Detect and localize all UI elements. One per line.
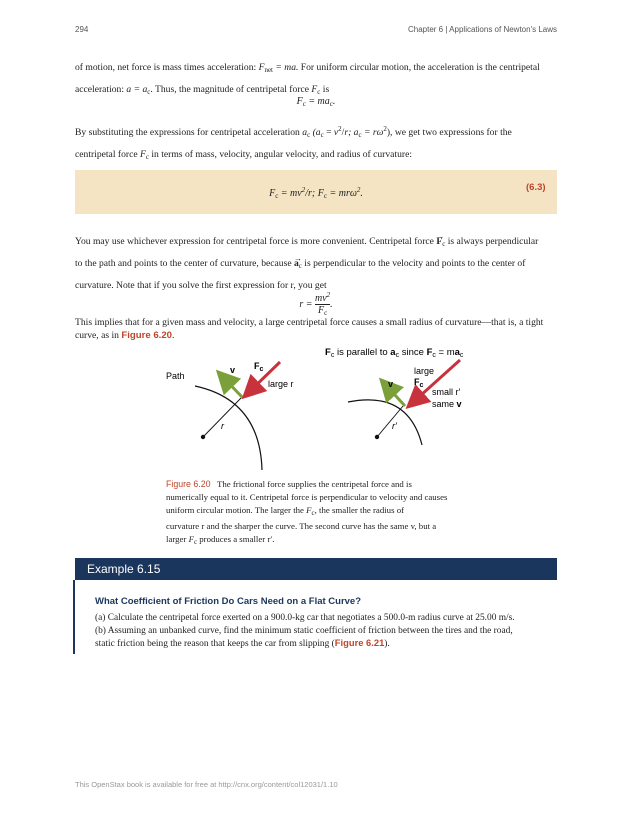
right-curve-path <box>348 400 422 445</box>
equation-radius: r = $\frac{mv^2}{F_c}$ . <box>299 291 333 317</box>
page-number: 294 <box>75 25 89 34</box>
paragraph-2: By substituting the expressions for centripetal acceleration $a_c$ ($a_c = v^2/r$; $a_c = r\omega^2$), we get two expressions for the centripetal force $F_c$ in terms of mass, velocity, angular velocity, and radius of curvature: <box>75 125 512 161</box>
left-radius-line <box>203 398 241 437</box>
left-r-label: r <box>221 421 224 431</box>
right-r-label: r′ <box>392 421 397 431</box>
chapter-title: Chapter 6 | Applications of Newton's Laws <box>407 25 557 34</box>
path-label: Path <box>166 371 185 381</box>
left-F-label: $F_c$ <box>254 361 264 373</box>
figure-6-20-link[interactable]: Figure 6.20 <box>121 330 173 341</box>
right-v-label: v <box>388 379 394 389</box>
left-velocity-arrow <box>220 374 243 398</box>
equation-number: (6.3) <box>526 182 546 193</box>
example-heading: What Coefficient of Friction Do Cars Need on a Flat Curve? <box>95 596 362 607</box>
paragraph-1: of motion, net force is mass times acceleration: $F_{net}$ = ma. For uniform circular motion, the acceleration is the centripetal acceleration: $a = a_c$. Thus, the magnitude of centripetal force $F_c$ is <box>75 62 540 96</box>
equation-fc-mac: $F_c = ma_c$. <box>296 96 336 108</box>
top-label-F: F <box>325 347 331 358</box>
right-F-label: $F_c$ <box>414 377 424 389</box>
left-v-label: v <box>230 365 236 375</box>
figure-6-20 <box>150 340 490 475</box>
example-title-band <box>75 558 557 580</box>
large-r-label: large r <box>268 379 294 389</box>
caption-label: Figure 6.20 <box>166 479 211 489</box>
figure-top-label: $F_c$ is parallel to $a_c$ since $F_c = ma_c$ <box>325 347 464 359</box>
paragraph-3: You may use whichever expression for centripetal force is more convenient. Centripetal force → $F_c$ is always perpendicular to the path and points to the center of curvature, because → $a_c$ is perpendicular to the velocity and points to the center of curvature. Note that if you solve the first expression for r, you get <box>75 232 557 295</box>
footer-text: This OpenStax book is available for free at http://cnx.org/content/col12031/1.10 <box>75 780 338 789</box>
small-r-label: small r′ <box>432 387 461 397</box>
example-body: (a) Calculate the centripetal force exerted on a 900.0-kg car that negotiates a 500.0-m radius curve at 25.00 m/s. (b) Assuming an unbanked curve, find the minimum static coefficient of friction between the tires and the road, static friction being the reason that keeps the car from slipping (Figure 6.21). <box>95 613 515 649</box>
large-label: large <box>414 366 435 376</box>
figure-6-21-link[interactable]: Figure 6.21 <box>334 637 385 648</box>
example-left-border <box>73 580 75 654</box>
example-title: Example 6.15 <box>87 562 161 576</box>
equation-6-3: $F_c = mv^2/r$; $F_c = mr\omega^2$. <box>269 186 363 200</box>
right-radius-line <box>377 406 403 437</box>
figure-caption: Figure 6.20 The frictional force supplies the centripetal force and is numerically equal to it. Centripetal force is perpendicular to velocity and causes uniform circular motion. The larger the $F_c$, the smaller the radius of curvature r and the sharper the curve. The second curve has the same v, but a larger $F_c$ produces a smaller r′. <box>166 479 448 546</box>
paragraph-4: This implies that for a given mass and velocity, a large centripetal force causes a small radius of curvature—that is, a tight curve, as in Figure 6.20. <box>75 317 544 341</box>
left-curve-path <box>195 386 262 470</box>
same-v-label: same v <box>432 399 462 409</box>
